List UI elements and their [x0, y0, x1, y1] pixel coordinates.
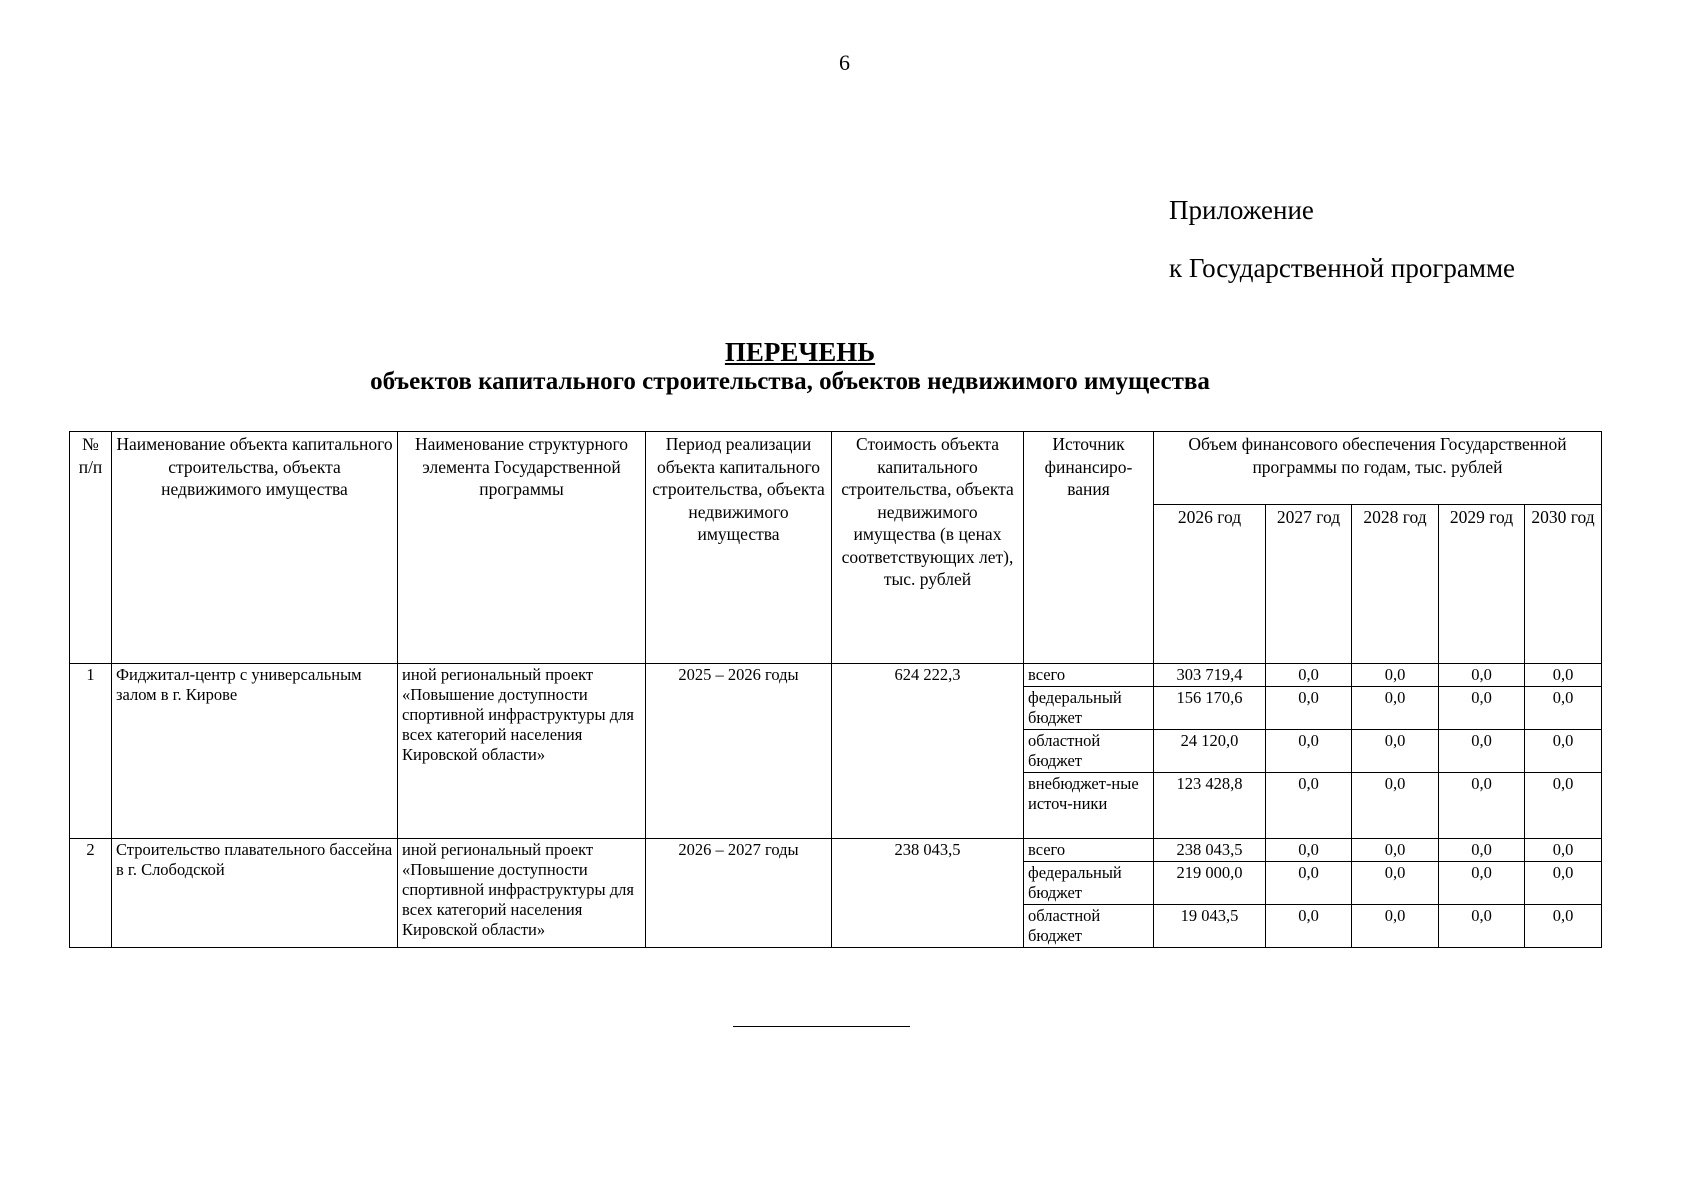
value-2027: 0,0	[1266, 730, 1352, 773]
header-year-2027: 2027 год	[1266, 505, 1352, 664]
header-year-2026: 2026 год	[1154, 505, 1266, 664]
funding-source: федеральный бюджет	[1024, 687, 1154, 730]
document-subtitle: объектов капитального строительства, объектов недвижимого имущества	[370, 368, 1210, 395]
value-2027: 0,0	[1266, 773, 1352, 839]
object-num: 2	[70, 839, 112, 948]
value-2028: 0,0	[1352, 773, 1439, 839]
funding-source: всего	[1024, 839, 1154, 862]
value-2030: 0,0	[1525, 687, 1602, 730]
value-2030: 0,0	[1525, 862, 1602, 905]
page-number: 6	[839, 50, 850, 75]
header-year-2030: 2030 год	[1525, 505, 1602, 664]
value-2029: 0,0	[1439, 905, 1525, 948]
object-name: Строительство плавательного бассейна в г. Слободской	[112, 839, 398, 948]
value-2026: 123 428,8	[1154, 773, 1266, 839]
value-2030: 0,0	[1525, 664, 1602, 687]
object-period: 2025 – 2026 годы	[646, 664, 832, 839]
value-2028: 0,0	[1352, 862, 1439, 905]
value-2030: 0,0	[1525, 905, 1602, 948]
value-2030: 0,0	[1525, 730, 1602, 773]
header-element-name: Наименование структурного элемента Государственной программы	[398, 432, 646, 664]
header-source: Источник финансиро-вания	[1024, 432, 1154, 664]
table-row	[70, 664, 1602, 687]
value-2027: 0,0	[1266, 862, 1352, 905]
object-cost: 238 043,5	[832, 839, 1024, 948]
value-2026: 156 170,6	[1154, 687, 1266, 730]
object-element: иной региональный проект «Повышение доступности спортивной инфраструктуры для всех категорий населения Кировской области»	[398, 839, 646, 948]
value-2028: 0,0	[1352, 730, 1439, 773]
header-cost: Стоимость объекта капитального строительства, объекта недвижимого имущества (в ценах соответствующих лет), тыс. рублей	[832, 432, 1024, 664]
appendix-line-2: к Государственной программе	[1169, 253, 1516, 283]
value-2028: 0,0	[1352, 905, 1439, 948]
value-2029: 0,0	[1439, 664, 1525, 687]
objects-table	[69, 431, 1602, 948]
appendix-line-1: Приложение	[1169, 195, 1314, 225]
end-separator-line	[733, 1026, 910, 1027]
funding-source: всего	[1024, 664, 1154, 687]
value-2026: 219 000,0	[1154, 862, 1266, 905]
header-num: № п/п	[70, 432, 112, 664]
object-cost: 624 222,3	[832, 664, 1024, 839]
object-num: 1	[70, 664, 112, 839]
object-element: иной региональный проект «Повышение доступности спортивной инфраструктуры для всех категорий населения Кировской области»	[398, 664, 646, 839]
header-object-name: Наименование объекта капитального строительства, объекта недвижимого имущества	[112, 432, 398, 664]
value-2028: 0,0	[1352, 687, 1439, 730]
table-row	[70, 839, 1602, 862]
object-period: 2026 – 2027 годы	[646, 839, 832, 948]
value-2030: 0,0	[1525, 839, 1602, 862]
value-2030: 0,0	[1525, 773, 1602, 839]
document-title: ПЕРЕЧЕНЬ	[724, 337, 876, 367]
object-name: Фиджитал-центр с универсальным залом в г. Кирове	[112, 664, 398, 839]
value-2028: 0,0	[1352, 664, 1439, 687]
value-2027: 0,0	[1266, 839, 1352, 862]
funding-source: областной бюджет	[1024, 730, 1154, 773]
value-2026: 238 043,5	[1154, 839, 1266, 862]
funding-source: федеральный бюджет	[1024, 862, 1154, 905]
value-2028: 0,0	[1352, 839, 1439, 862]
header-year-2028: 2028 год	[1352, 505, 1439, 664]
value-2029: 0,0	[1439, 730, 1525, 773]
value-2029: 0,0	[1439, 773, 1525, 839]
funding-source: внебюджет-ные источ-ники	[1024, 773, 1154, 839]
value-2029: 0,0	[1439, 687, 1525, 730]
value-2026: 24 120,0	[1154, 730, 1266, 773]
value-2026: 19 043,5	[1154, 905, 1266, 948]
value-2027: 0,0	[1266, 905, 1352, 948]
value-2027: 0,0	[1266, 687, 1352, 730]
header-funding: Объем финансового обеспечения Государственной программы по годам, тыс. рублей	[1154, 432, 1602, 505]
value-2029: 0,0	[1439, 839, 1525, 862]
funding-source: областной бюджет	[1024, 905, 1154, 948]
header-period: Период реализации объекта капитального строительства, объекта недвижимого имущества	[646, 432, 832, 664]
value-2029: 0,0	[1439, 862, 1525, 905]
header-year-2029: 2029 год	[1439, 505, 1525, 664]
value-2027: 0,0	[1266, 664, 1352, 687]
value-2026: 303 719,4	[1154, 664, 1266, 687]
